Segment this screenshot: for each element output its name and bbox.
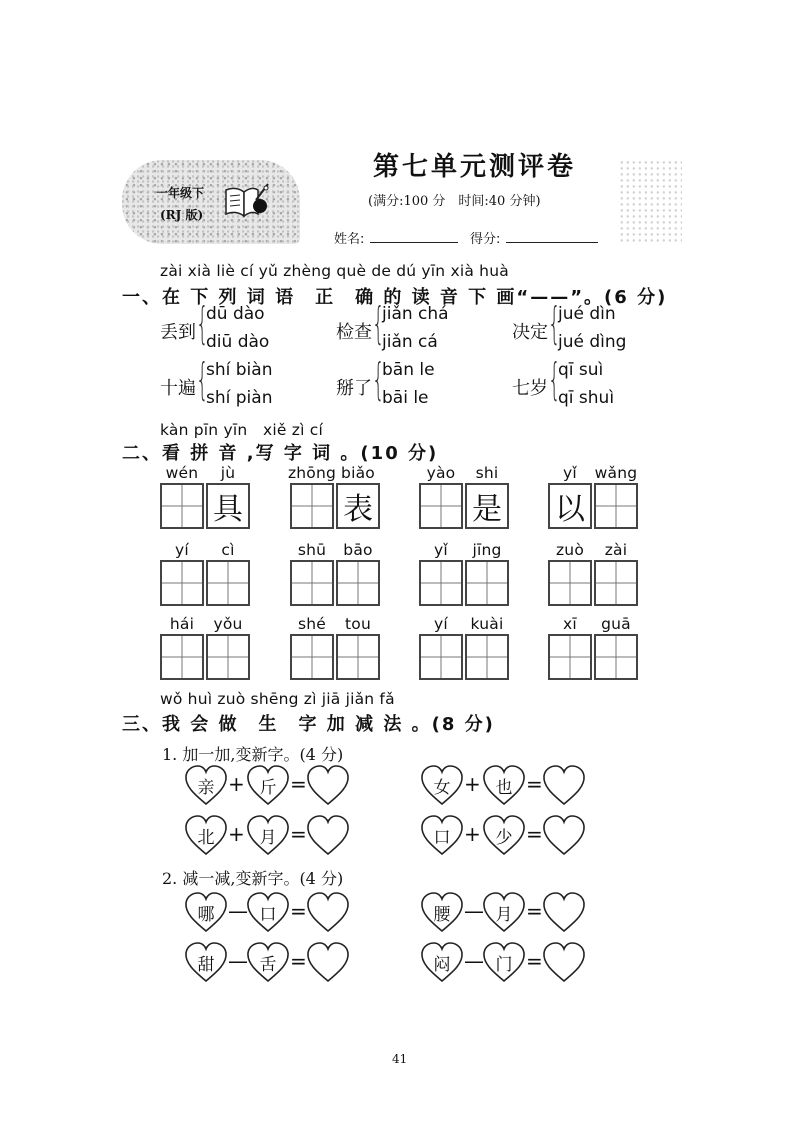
heart-icon	[542, 891, 586, 933]
pinyin-option[interactable]: dū dào	[206, 304, 265, 324]
answer-heart[interactable]	[542, 814, 586, 856]
equals: =	[526, 822, 543, 846]
word-item: 检查	[336, 322, 372, 343]
writing-cell[interactable]	[206, 560, 250, 606]
heart-character: 口	[433, 828, 451, 848]
answer-heart[interactable]	[306, 764, 350, 806]
writing-cell[interactable]	[336, 483, 380, 529]
operator: +	[228, 822, 245, 846]
heart-icon	[542, 941, 586, 983]
writing-cell[interactable]	[206, 483, 250, 529]
heart-character: 闷	[433, 955, 451, 975]
cell-pinyin: bāo	[343, 541, 373, 559]
section2-pinyin: kàn pīn yīn xiě zì cí	[160, 421, 323, 439]
section3-pinyin: wǒ huì zuò shēng zì jiā jiǎn fǎ	[160, 690, 395, 708]
grade-badge	[122, 160, 300, 244]
word-item: 十遍	[160, 378, 196, 399]
answer-heart[interactable]	[542, 764, 586, 806]
given-character: 以	[550, 485, 590, 527]
equals: =	[290, 949, 307, 973]
writing-cell[interactable]	[336, 560, 380, 606]
heart-operand	[184, 941, 228, 983]
answer-heart[interactable]	[542, 891, 586, 933]
heart-character: 北	[197, 828, 215, 848]
section2-heading: 二、看 拼 音 ,写 字 词 。(10 分)	[122, 443, 439, 464]
section1-pinyin: zài xià liè cí yǔ zhèng què de dú yīn xià huà	[160, 262, 509, 280]
heart-operand	[184, 814, 228, 856]
answer-heart[interactable]	[542, 941, 586, 983]
writing-cell[interactable]	[548, 634, 592, 680]
brace: {	[548, 354, 561, 405]
writing-cell[interactable]	[290, 560, 334, 606]
pinyin-option[interactable]: qī shuì	[558, 388, 615, 408]
cell-pinyin: zuò	[555, 541, 585, 559]
heart-operand	[420, 891, 464, 933]
brace: {	[372, 298, 385, 349]
heart-operand	[420, 814, 464, 856]
heart-operand	[184, 891, 228, 933]
heart-icon	[306, 941, 350, 983]
pinyin-option[interactable]: jiǎn cá	[382, 332, 438, 352]
page-number: 41	[392, 1052, 408, 1066]
writing-cell[interactable]	[160, 483, 204, 529]
heart-character: 甜	[197, 955, 215, 975]
given-character: 具	[208, 485, 248, 527]
word-item: 七岁	[512, 378, 548, 399]
cell-pinyin: biǎo	[341, 464, 375, 482]
cell-pinyin: guā	[601, 615, 631, 633]
cell-pinyin: zài	[604, 541, 628, 559]
equals: =	[290, 899, 307, 923]
cell-pinyin: yí	[175, 541, 189, 559]
heart-operand	[420, 941, 464, 983]
heart-operand	[482, 764, 526, 806]
heart-operand	[482, 941, 526, 983]
brace: {	[372, 354, 385, 405]
book-and-ink-icon	[222, 180, 270, 222]
equals: =	[290, 772, 307, 796]
heart-operand	[420, 764, 464, 806]
heart-operand	[246, 814, 290, 856]
writing-cell[interactable]	[290, 634, 334, 680]
cell-pinyin: wǎng	[594, 464, 638, 482]
badge-edition: (RJ 版)	[160, 208, 204, 222]
brace: {	[196, 354, 209, 405]
pinyin-option[interactable]: qī suì	[558, 360, 604, 380]
badge-grade: 一年级下	[156, 186, 205, 200]
writing-cell[interactable]	[160, 560, 204, 606]
pinyin-option[interactable]: bān le	[382, 360, 435, 380]
section1-heading: 一、在 下 列 词 语 正 确 的 读 音 下 画“——”。(6 分)	[122, 287, 668, 308]
equals: =	[526, 772, 543, 796]
writing-cell[interactable]	[206, 634, 250, 680]
writing-cell[interactable]	[419, 634, 463, 680]
heart-character: 斤	[259, 778, 277, 798]
heart-character: 腰	[433, 905, 451, 925]
equals: =	[526, 899, 543, 923]
writing-cell[interactable]	[160, 634, 204, 680]
pinyin-option[interactable]: jué dìng	[558, 332, 627, 352]
cell-pinyin: shi	[475, 464, 499, 482]
score-label: 得分:	[470, 232, 501, 247]
heart-icon	[306, 764, 350, 806]
pinyin-option[interactable]: shí piàn	[206, 388, 273, 408]
cell-pinyin: kuài	[470, 615, 504, 633]
heart-operand	[246, 891, 290, 933]
operator: —	[464, 949, 484, 973]
writing-cell[interactable]	[419, 483, 463, 529]
cell-pinyin: tou	[345, 615, 371, 633]
pinyin-option[interactable]: bāi le	[382, 388, 429, 408]
answer-heart[interactable]	[306, 814, 350, 856]
heart-operand	[184, 764, 228, 806]
answer-heart[interactable]	[306, 941, 350, 983]
given-character: 是	[467, 485, 507, 527]
heart-character: 少	[495, 828, 513, 848]
heart-operand	[246, 764, 290, 806]
heart-character: 月	[495, 905, 513, 925]
heart-character: 哪	[197, 905, 215, 925]
heart-character: 也	[495, 778, 513, 798]
cell-pinyin: yǐ	[434, 541, 448, 559]
cell-pinyin: yào	[426, 464, 456, 482]
name-field[interactable]	[370, 242, 458, 243]
heart-operand	[246, 941, 290, 983]
pinyin-option[interactable]: shí biàn	[206, 360, 273, 380]
pinyin-option[interactable]: jiǎn chá	[382, 304, 449, 324]
heart-icon	[306, 891, 350, 933]
header-decoration	[620, 160, 682, 244]
cell-pinyin: xī	[563, 615, 577, 633]
writing-cell[interactable]	[594, 483, 638, 529]
heart-character: 月	[259, 828, 277, 848]
section3-sub1: 1. 加一加,变新字。(4 分)	[162, 745, 344, 764]
score-field[interactable]	[506, 242, 598, 243]
operator: —	[228, 949, 248, 973]
cell-pinyin: jù	[220, 464, 236, 482]
cell-pinyin: shū	[297, 541, 327, 559]
cell-pinyin: jīng	[472, 541, 502, 559]
pinyin-option[interactable]: jué dìn	[558, 304, 616, 324]
name-label: 姓名:	[334, 232, 365, 247]
heart-icon	[542, 764, 586, 806]
heart-character: 舌	[259, 955, 277, 975]
word-item: 决定	[512, 322, 548, 343]
brace: {	[548, 298, 561, 349]
cell-pinyin: yǒu	[213, 615, 243, 633]
answer-heart[interactable]	[306, 891, 350, 933]
equals: =	[290, 822, 307, 846]
badge-background	[122, 160, 300, 244]
section3-heading: 三、我 会 做 生 字 加 减 法 。(8 分)	[122, 714, 495, 735]
equals: =	[526, 949, 543, 973]
word-item: 掰了	[336, 378, 372, 399]
writing-cell[interactable]	[419, 560, 463, 606]
cell-pinyin: wén	[165, 464, 199, 482]
cell-pinyin: zhōng	[287, 464, 337, 482]
operator: —	[228, 899, 248, 923]
heart-operand	[482, 891, 526, 933]
writing-cell[interactable]	[594, 560, 638, 606]
word-item: 丢到	[160, 322, 196, 343]
operator: +	[464, 822, 481, 846]
cell-pinyin: hái	[169, 615, 195, 633]
brace: {	[196, 298, 209, 349]
writing-cell[interactable]	[548, 483, 592, 529]
cell-pinyin: cì	[221, 541, 235, 559]
heart-character: 门	[495, 955, 513, 975]
writing-cell[interactable]	[336, 634, 380, 680]
cell-pinyin: shé	[297, 615, 327, 633]
operator: —	[464, 899, 484, 923]
writing-cell[interactable]	[548, 560, 592, 606]
operator: +	[228, 772, 245, 796]
pinyin-option[interactable]: diū dào	[206, 332, 270, 352]
page-title: 第七单元测评卷	[373, 152, 577, 182]
writing-cell[interactable]	[290, 483, 334, 529]
section3-sub2: 2. 减一减,变新字。(4 分)	[162, 869, 344, 888]
given-character: 表	[338, 485, 378, 527]
cell-pinyin: yí	[434, 615, 448, 633]
heart-character: 女	[433, 778, 451, 798]
heart-character: 亲	[197, 778, 215, 798]
heart-icon	[306, 814, 350, 856]
writing-cell[interactable]	[594, 634, 638, 680]
operator: +	[464, 772, 481, 796]
heart-operand	[482, 814, 526, 856]
writing-cell[interactable]	[465, 483, 509, 529]
writing-cell[interactable]	[465, 560, 509, 606]
exam-info: (满分:100 分 时间:40 分钟)	[368, 194, 541, 209]
cell-pinyin: yǐ	[563, 464, 577, 482]
writing-cell[interactable]	[465, 634, 509, 680]
heart-icon	[542, 814, 586, 856]
heart-character: 口	[259, 905, 277, 925]
